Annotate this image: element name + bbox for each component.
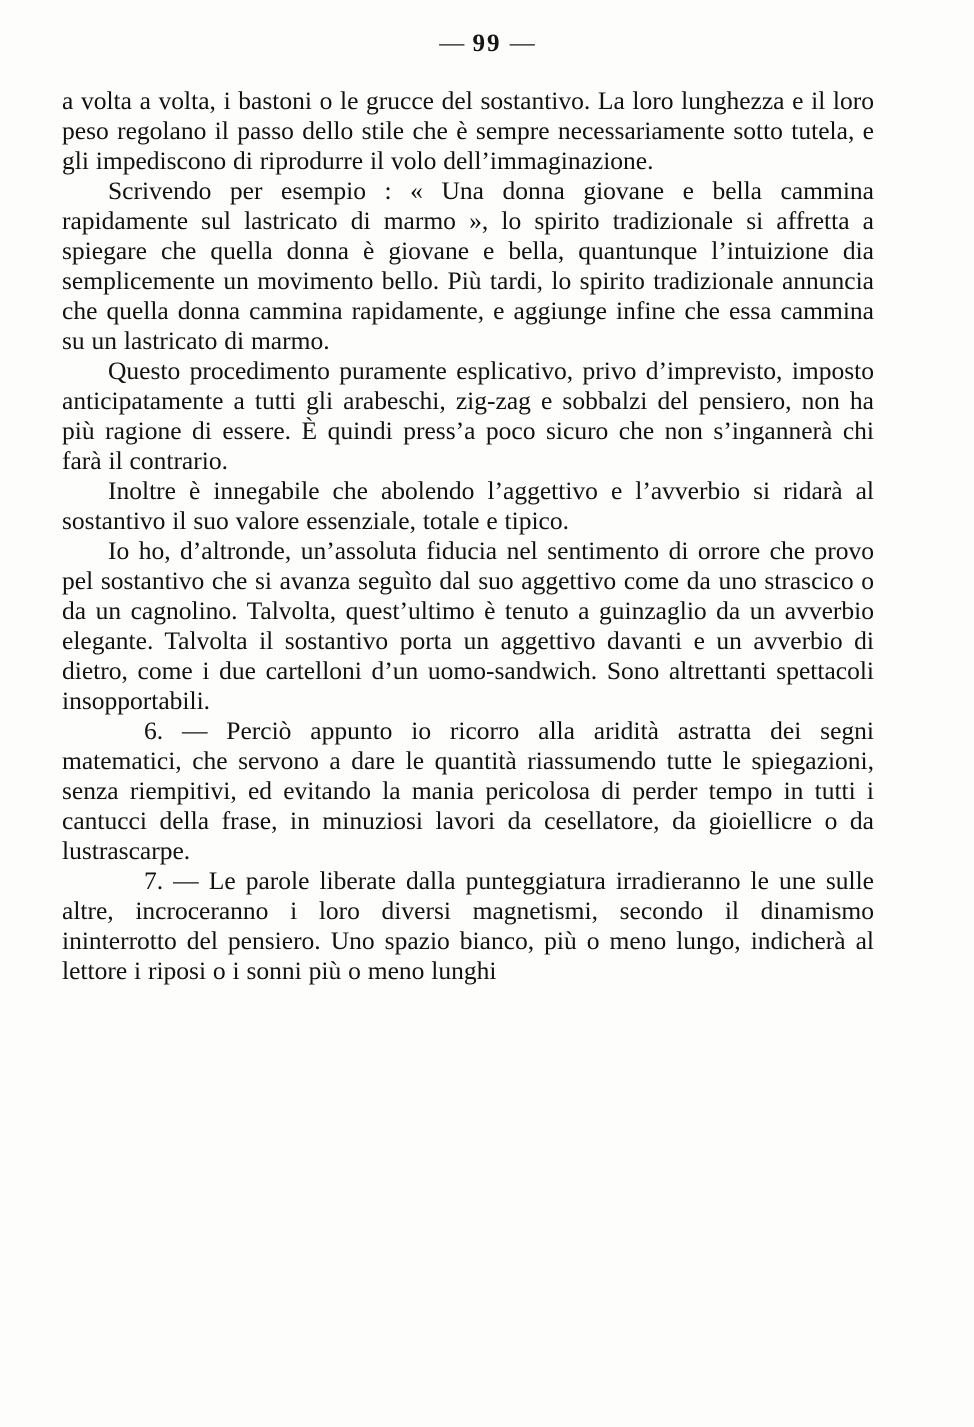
paragraph-7: 7. — Le parole liberate dalla punteggiatura irradieranno le une sulle altre, incroceranno i loro diversi magnetismi, secondo il dinamismo ininterrotto del pensiero. Uno spazio bianco, più o meno lungo, indicherà al lettore i riposi o i sonni più o meno lunghi (62, 866, 874, 985)
paragraph-2: Scrivendo per esempio : « Una donna giovane e bella cammina rapidamente sul lastricato di marmo », lo spirito tradizionale si affretta a spiegare che quella donna è giovane e bella, quantunque l’intuizione dia semplicemente un movimento bello. Più tardi, lo spirito tradizionale annuncia che quella donna cammina rapidamente, e aggiunge infine che essa cammina su un lastricato di marmo. (62, 176, 874, 355)
paragraph-4: Inoltre è innegabile che abolendo l’aggettivo e l’avverbio si ridarà al sostantivo il suo valore essenziale, totale e tipico. (62, 476, 874, 535)
paragraph-5: Io ho, d’altronde, un’assoluta fiducia nel sentimento di orrore che provo pel sostantivo che si avanza seguìto dal suo aggettivo come da uno strascico o da un cagnolino. Talvolta, quest’ultimo è tenuto a guinzaglio da un avverbio elegante. Talvolta il sostantivo porta un aggettivo davanti e un avverbio di dietro, come i due cartelloni d’un uomo-sandwich. Sono altrettanti spettacoli insopportabili. (62, 536, 874, 715)
paragraph-3: Questo procedimento puramente esplicativo, privo d’imprevisto, imposto anticipatamente a tutti gli arabeschi, zig-zag e sobbalzi del pensiero, non ha più ragione di essere. È quindi press’a poco sicuro che non s’ingannerà chi farà il contrario. (62, 356, 874, 475)
page-number: 99 (472, 30, 502, 57)
page-header (0, 30, 974, 58)
paragraph-6: 6. — Perciò appunto io ricorro alla aridità astratta dei segni matematici, che servono a dare le quantità riassumendo tutte le spiegazioni, senza riempitivi, ed evitando la mania pericolosa di perder tempo in tutti i cantucci della frase, in minuziosi lavori da cesellatore, da gioiellicre o da lustrascarpe. (62, 716, 874, 865)
body-text (62, 86, 874, 986)
paragraph-1: a volta a volta, i bastoni o le grucce del sostantivo. La loro lunghezza e il loro peso regolano il passo dello stile che è sempre necessariamente sotto tutela, e gli impediscono di riprodurre il volo dell’immaginazione. (62, 86, 874, 175)
header-dash-left: — (439, 30, 465, 57)
header-dash-right: — (509, 30, 535, 57)
